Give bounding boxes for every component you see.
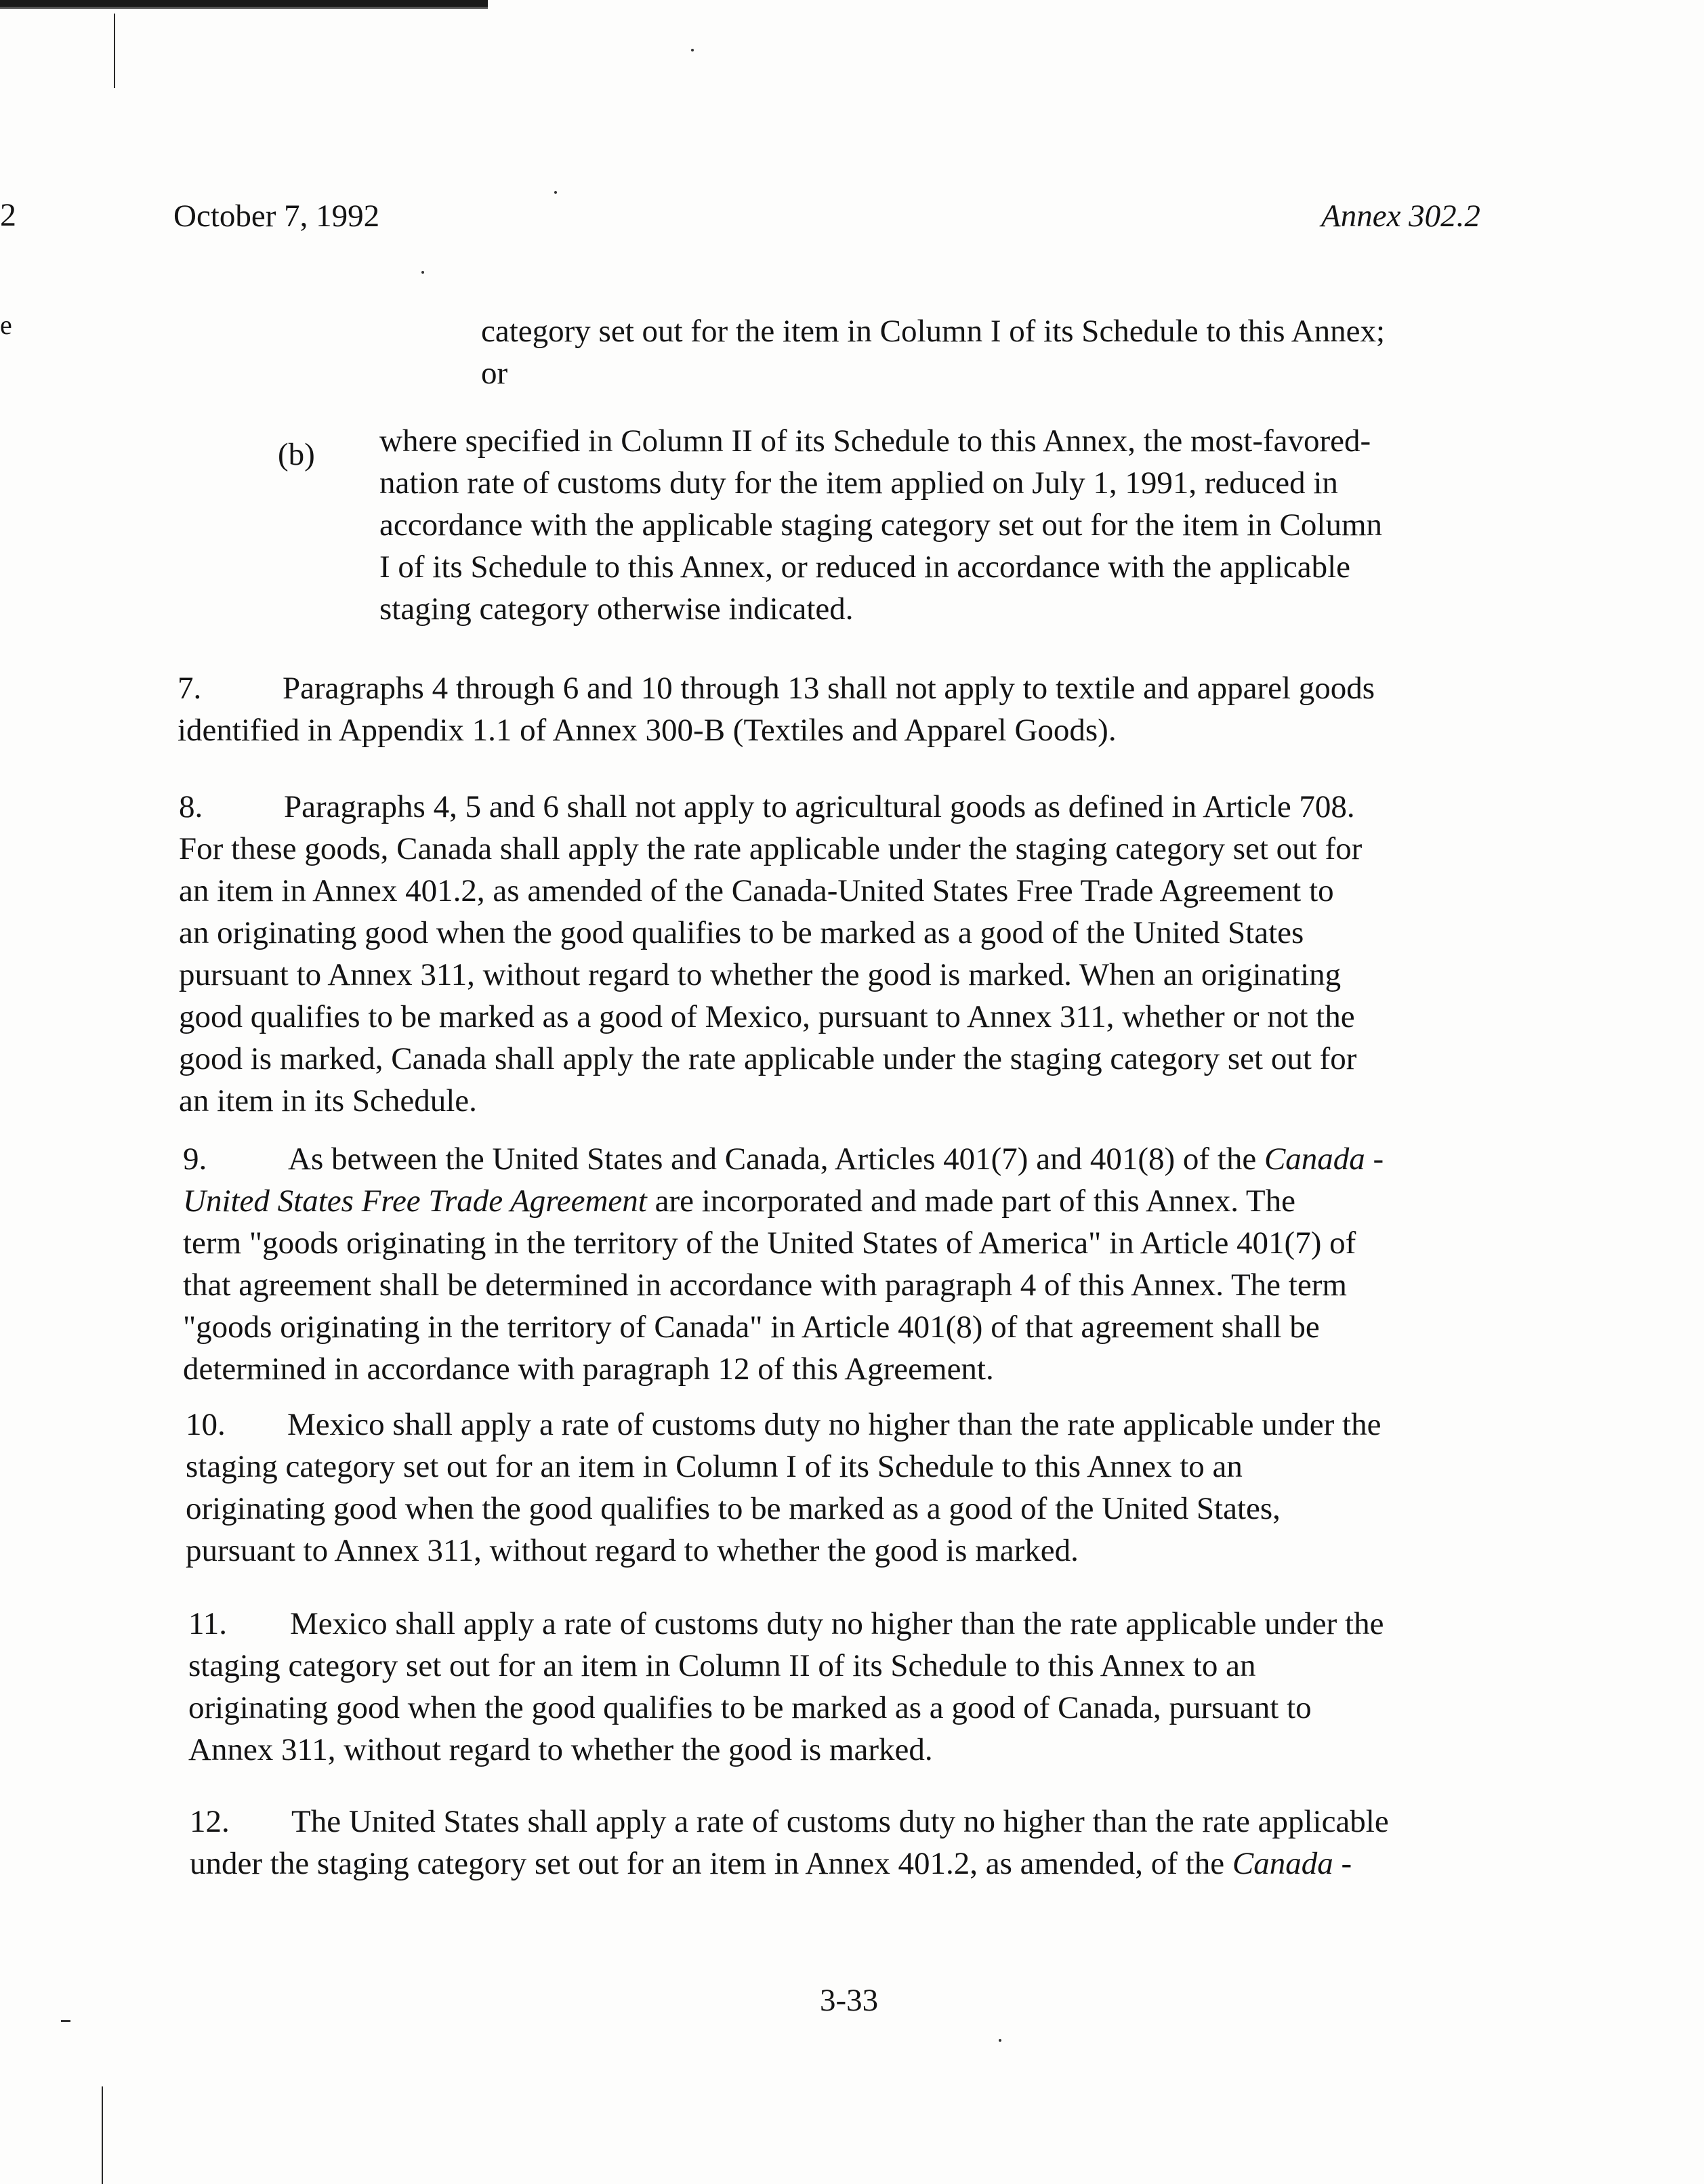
text-line: an originating good when the good qualifies to be marked as a good of the United States	[179, 915, 1304, 950]
page-number: 3-33	[820, 1983, 879, 2018]
scan-dash	[61, 2020, 70, 2022]
scan-speck	[691, 49, 694, 51]
text-line: Annex 311, without regard to whether the good is marked.	[188, 1732, 933, 1767]
text-line: pursuant to Annex 311, without regard to whether the good is marked. When an originating	[179, 957, 1342, 992]
italic-title: Canada -	[1264, 1141, 1384, 1177]
paragraph-number: 8.	[179, 789, 203, 824]
text-line: originating good when the good qualifies to be marked as a good of Canada, pursuant to	[188, 1690, 1312, 1725]
paragraph-7	[178, 667, 1375, 751]
paragraph-number: 7.	[178, 671, 202, 706]
item-b-text	[379, 420, 1382, 630]
text-line: an item in Annex 401.2, as amended of the Canada-United States Free Trade Agreement to	[179, 873, 1334, 908]
text-line: identified in Appendix 1.1 of Annex 300-B (Textiles and Apparel Goods).	[178, 713, 1117, 748]
text-line: Mexico shall apply a rate of customs duty no higher than the rate applicable under the	[290, 1606, 1384, 1641]
text-line: category set out for the item in Column I of its Schedule to this Annex;	[481, 314, 1386, 349]
text-line: that agreement shall be determined in accordance with paragraph 4 of this Annex. The term	[183, 1267, 1347, 1303]
text-line: pursuant to Annex 311, without regard to whether the good is marked.	[186, 1533, 1079, 1568]
scan-left-tick-top	[114, 14, 115, 88]
paragraph-12	[190, 1801, 1389, 1885]
scan-speck	[999, 2039, 1001, 2042]
item-b-label: (b)	[278, 437, 315, 472]
text-line: Paragraphs 4, 5 and 6 shall not apply to agricultural goods as defined in Article 708.	[284, 789, 1355, 824]
text-line: an item in its Schedule.	[179, 1083, 477, 1118]
text-line: Mexico shall apply a rate of customs duty no higher than the rate applicable under the	[287, 1407, 1381, 1442]
scan-speck	[554, 191, 557, 194]
text-line: or	[481, 356, 508, 391]
paragraph-number: 11.	[188, 1606, 228, 1641]
text-line: For these goods, Canada shall apply the rate applicable under the staging category set out for	[179, 831, 1363, 866]
text-line: where specified in Column II of its Schedule to this Annex, the most-favored-	[379, 423, 1371, 459]
italic-title: United States Free Trade Agreement	[183, 1183, 647, 1219]
text-line: good is marked, Canada shall apply the rate applicable under the staging category set out for	[179, 1041, 1357, 1076]
text-line: are incorporated and made part of this Annex. The	[646, 1183, 1295, 1219]
text-line: nation rate of customs duty for the item applied on July 1, 1991, reduced in	[379, 465, 1338, 501]
paragraph-10	[186, 1404, 1381, 1572]
text-line: good qualifies to be marked as a good of Mexico, pursuant to Annex 311, whether or not the	[179, 999, 1355, 1034]
header-annex: Annex 302.2	[1321, 198, 1480, 234]
italic-title: Canada -	[1232, 1846, 1352, 1881]
text-line: staging category set out for an item in Column II of its Schedule to this Annex to an	[188, 1648, 1256, 1683]
edge-fragment: e	[0, 310, 12, 340]
paragraph-9	[183, 1138, 1384, 1390]
text-line: As between the United States and Canada, Articles 401(7) and 401(8) of the	[288, 1141, 1264, 1177]
continuation-text	[481, 310, 1385, 394]
scan-top-edge	[0, 0, 488, 7]
scan-speck	[421, 271, 424, 274]
text-line: Paragraphs 4 through 6 and 10 through 13 shall not apply to textile and apparel goods	[283, 671, 1375, 706]
text-line: I of its Schedule to this Annex, or reduced in accordance with the applicable	[379, 549, 1351, 585]
paragraph-8	[179, 786, 1362, 1122]
paragraph-number: 9.	[183, 1141, 207, 1177]
paragraph-number: 10.	[186, 1407, 226, 1442]
header-date: October 7, 1992	[173, 198, 380, 234]
text-line: determined in accordance with paragraph 12 of this Agreement.	[183, 1351, 994, 1387]
text-line: originating good when the good qualifies to be marked as a good of the United States,	[186, 1491, 1281, 1526]
scan-left-tick-bottom	[102, 2086, 103, 2184]
scan-top-edge-shadow	[0, 7, 488, 9]
text-line: staging category otherwise indicated.	[379, 591, 854, 627]
text-line: accordance with the applicable staging category set out for the item in Column	[379, 507, 1383, 543]
text-line: The United States shall apply a rate of customs duty no higher than the rate applicable	[291, 1804, 1389, 1839]
text-line: staging category set out for an item in Column I of its Schedule to this Annex to an	[186, 1449, 1243, 1484]
edge-number: 2	[0, 197, 16, 233]
paragraph-number: 12.	[190, 1804, 230, 1839]
paragraph-11	[188, 1603, 1384, 1771]
text-line: term "goods originating in the territory of the United States of America" in Article 401(7) of	[183, 1225, 1356, 1261]
text-line: "goods originating in the territory of Canada" in Article 401(8) of that agreement shall be	[183, 1309, 1320, 1345]
text-line: under the staging category set out for an item in Annex 401.2, as amended, of the	[190, 1846, 1232, 1881]
